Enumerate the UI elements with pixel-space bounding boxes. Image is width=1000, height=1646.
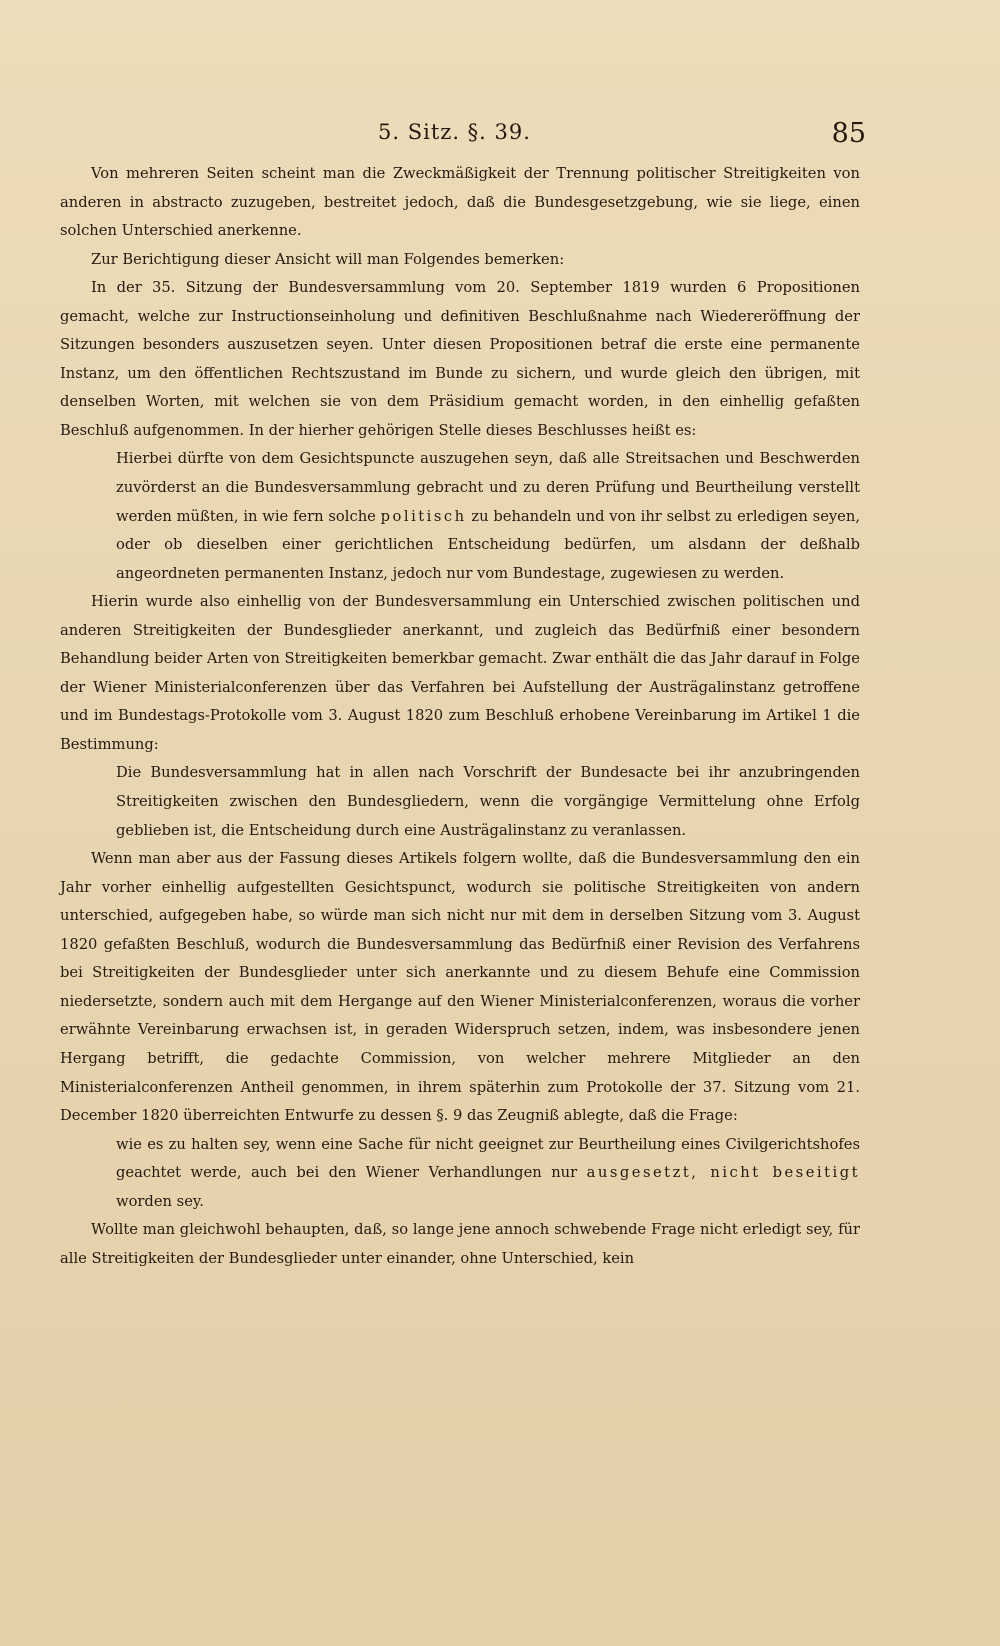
quote-text: Hierbei dürfte von dem Gesichtspuncte auszugehen seyn, daß alle Streitsachen und Beschwerden zuvörderst an die Bundesversammlung gebracht und zu deren Prüfung und Beurtheilung verstellt werden müßten, in wie fern solche [116,450,860,525]
page-number: 85 [831,118,866,149]
quoted-passage [116,445,860,588]
quote-text: worden sey. [116,1192,204,1210]
paragraph: Wollte man gleichwohl behaupten, daß, so lange jene annoch schwebende Frage nicht erledigt sey, für alle Streitigkeiten der Bundesglieder unter einander, ohne Unterschied, kein [60,1221,860,1267]
running-head [60,118,866,152]
quoted-passage [116,1131,860,1217]
paragraph: In der 35. Sitzung der Bundesversammlung vom 20. September 1819 wurden 6 Propositionen gemacht, welche zur Instructionseinholung und definitiven Beschlußnahme nach Wiedereröffnung der Sitzungen besonders auszusetzen seyen. Unter diesen Propositionen betraf die erste eine permanente Instanz, um den öffentlichen Rechtszustand im Bunde zu sichern, und wurde gleich den übrigen, mit denselben Worten, mit welchen sie von dem Präsidium gemacht worden, in den einhellig gefaßten Beschluß aufgenommen. In der hierher gehörigen Stelle dieses Beschlusses heißt es: [60,279,860,439]
section-reference: 5. Sitz. §. 39. [378,120,531,144]
paragraph: Von mehreren Seiten scheint man die Zweckmäßigkeit der Trennung politischer Streitigkeiten von anderen in abstracto zuzugeben, bestreitet jedoch, daß die Bundesgesetzgebung, wie sie liege, einen solchen Unterschied anerkenne. [60,165,860,240]
quote-text: zu behandeln und von ihr selbst zu erledigen seyen, oder ob dieselben einer gerichtlichen Entscheidung bedürfen, um alsdann der deßhalb angeordneten permanenten Instanz, jedoch nur vom Bundestage, zugewiesen zu werden. [116,507,860,582]
paragraph: Wenn man aber aus der Fassung dieses Artikels folgern wollte, daß die Bundesversammlung den ein Jahr vorher einhellig aufgestellten Gesichtspunct, wodurch sie politische Streitigkeiten von andern unterschied, aufgegeben habe, so würde man sich nicht nur mit dem in derselben Sitzung vom 3. August 1820 gefaßten Beschluß, wodurch die Bundesversammlung das Bedürfniß einer Revision des Verfahrens bei Streitigkeiten der Bundesglieder unter sich anerkannte und zu diesem Behufe eine Commission niedersetzte, sondern auch mit dem Hergange auf den Wiener Ministerialconferenzen, woraus die vorher erwähnte Vereinbarung erwachsen ist, in geraden Widerspruch setzen, indem, was insbesondere jenen Hergang betrifft, die gedachte Commission, von welcher mehrere Mitglieder an den Ministerialconferenzen Antheil genommen, in ihrem späterhin zum Protokolle der 37. Sitzung vom 21. December 1820 überreichten Entwurfe zu dessen §. 9 das Zeugniß ablegte, daß die Frage: [60,850,860,1125]
quoted-passage: Die Bundesversammlung hat in allen nach Vorschrift der Bundesacte bei ihr anzubringenden Streitigkeiten zwischen den Bundesgliedern, wenn die vorgängige Vermittelung ohne Erfolg geblieben ist, die Entscheidung durch eine Austrägalinstanz zu veranlassen. [116,764,860,839]
quote-text: wie es zu halten sey, wenn eine Sache für nicht geeignet zur Beurtheilung eines Civilgerichtshofes geachtet werde, auch bei den Wiener Verhandlungen nur [116,1135,860,1182]
emphasized-word: politisch [380,507,467,525]
paragraph: Zur Berichtigung dieser Ansicht will man Folgendes bemerken: [91,250,565,268]
emphasized-words: ausgesetzt, nicht beseitigt [586,1164,860,1182]
paragraph: Hierin wurde also einhellig von der Bundesversammlung ein Unterschied zwischen politischen und anderen Streitigkeiten der Bundesglieder anerkannt, und zugleich das Bedürfniß einer besondern Behandlung beider Arten von Streitigkeiten bemerkbar gemacht. Zwar enthält die das Jahr darauf in Folge der Wiener Ministerialconferenzen über das Verfahren bei Aufstellung der Austrägalinstanz getroffene und im Bundestags-Protokolle vom 3. August 1820 zum Beschluß erhobene Vereinbarung im Artikel 1 die Bestimmung: [60,593,860,753]
body-text [60,160,860,1273]
